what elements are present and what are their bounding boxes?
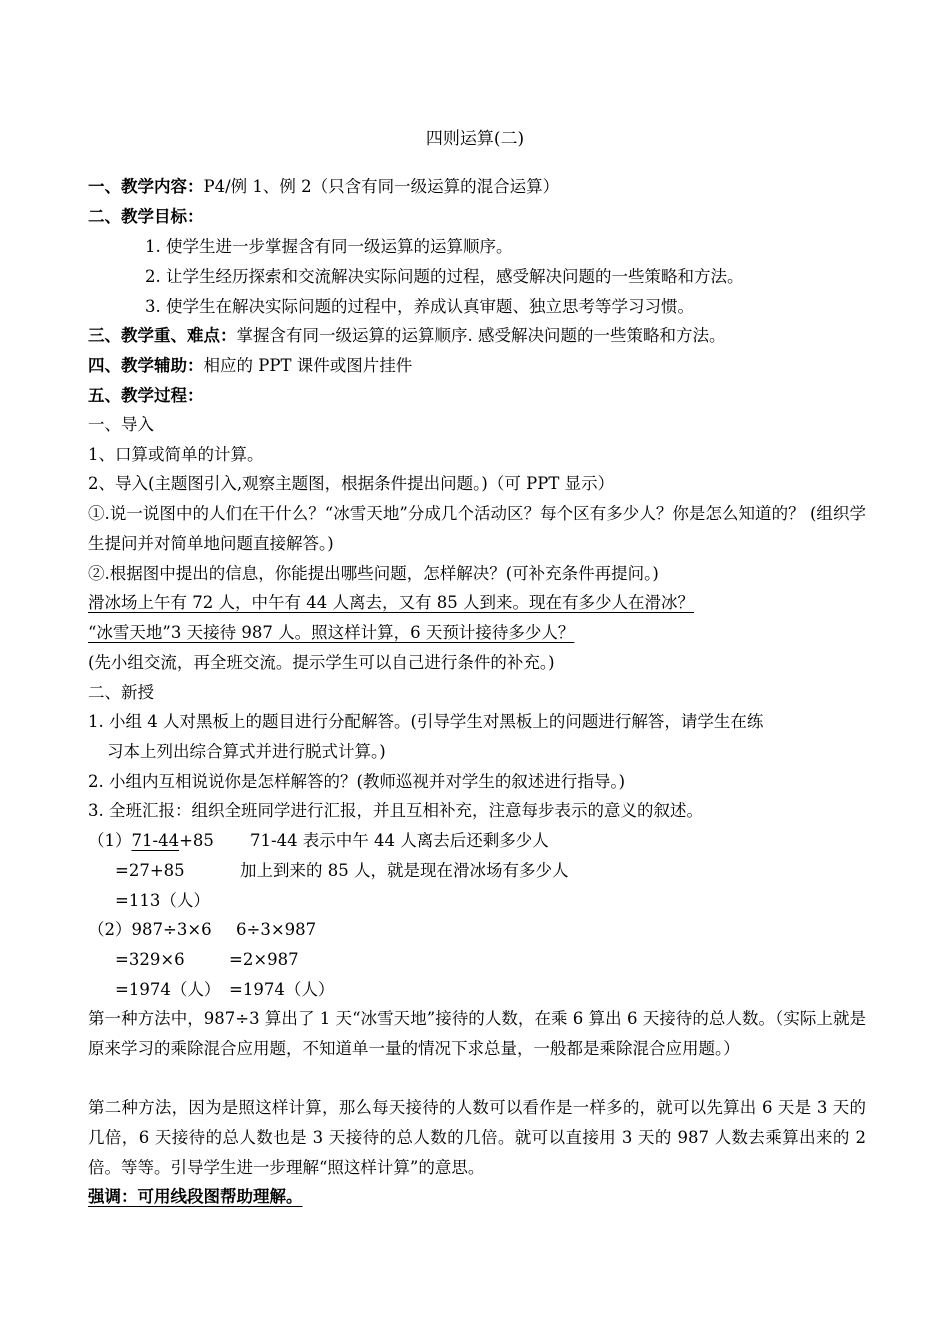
step-1-cont: 习本上列出综合算式并进行脱式计算。): [107, 742, 386, 761]
page-title: 四则运算(二): [425, 129, 525, 149]
step-1: 1. 小组 4 人对黑板上的题目进行分配解答。(引导学生对黑板上的问题进行解答，请学生在练: [88, 712, 764, 731]
calc-1-note-1: 71-44 表示中午 44 人离去后还剩多少人: [250, 831, 549, 850]
paragraph: ①.说一说图中的人们在干什么？“冰雪天地”分成几个活动区？每个区有多少人？你是怎么知道的？ (组织学生提问并对简单地问题直接解答。): [88, 504, 866, 553]
calc-2a-line-1: （2）987÷3×6: [88, 920, 212, 939]
subheading-new: 二、新授: [88, 683, 154, 702]
problem-1: 滑冰场上午有 72 人，中午有 44 人离去，又有 85 人到来。现在有多少人在滑冰？: [88, 593, 694, 612]
goal-item: 1. 使学生进一步掌握含有同一级运算的运算顺序。: [145, 237, 513, 256]
goal-item: 2. 让学生经历探索和交流解决实际问题的过程，感受解决问题的一些策略和方法。: [145, 267, 744, 286]
calc-1-note-2: 加上到来的 85 人，就是现在滑冰场有多少人: [240, 861, 569, 880]
subheading-intro: 一、导入: [88, 415, 154, 434]
section-aids: 四、教学辅助：相应的 PPT 课件或图片挂件: [88, 356, 413, 375]
calc-2b-line-2: =2×987: [229, 950, 299, 969]
section-process-heading: 五、教学过程：: [88, 386, 204, 405]
step-2: 2. 小组内互相说说你是怎样解答的？(教师巡视并对学生的叙述进行指导。): [88, 772, 626, 791]
paragraph: ②.根据图中提出的信息，你能提出哪些问题，怎样解决？(可补充条件再提问。): [88, 564, 659, 583]
section-goals-heading: 二、教学目标：: [88, 207, 204, 226]
calc-2a-line-2: =329×6: [115, 950, 185, 969]
calc-2a-line-3: =1974（人）: [115, 980, 221, 999]
section-content: 一、教学内容：P4/例 1、例 2（只含有同一级运算的混合运算）: [88, 177, 560, 196]
calc-1-line-2: =27+85: [115, 861, 185, 880]
paragraph: (先小组交流，再全班交流。提示学生可以自己进行条件的补充。): [88, 653, 555, 672]
paragraph: 1、口算或简单的计算。: [88, 445, 264, 464]
emphasis-note: 强调：可用线段图帮助理解。: [88, 1187, 303, 1206]
calc-2b-line-1: 6÷3×987: [236, 920, 317, 939]
method-2-explanation: 第二种方法，因为是照这样计算，那么每天接待的人数可以看作是一样多的，就可以先算出 6 天是 3 天的几倍，6 天接待的总人数也是 3 天接待的总人数的几倍。就可以直接用 3 天的 987 人数去乘算出来的 2 倍。等等。引导学生进一步理解“照这样计算”的意思。: [88, 1098, 866, 1177]
step-3: 3. 全班汇报：组织全班同学进行汇报，并且互相补充，注意每步表示的意义的叙述。: [88, 801, 703, 820]
method-1-explanation: 第一种方法中，987÷3 算出了 1 天“冰雪天地”接待的人数，在乘 6 算出 6 天接待的总人数。（实际上就是原来学习的乘除混合应用题，不知道单一量的情况下求总量，一般都是乘除混合应用题。）: [88, 1009, 866, 1058]
problem-2: “冰雪天地”3 天接待 987 人。照这样计算，6 天预计接待多少人？: [88, 623, 575, 642]
calc-1-line-3: =113（人）: [115, 891, 210, 910]
paragraph: 2、导入(主题图引入,观察主题图，根据条件提出问题。)（可 PPT 显示）: [88, 474, 615, 493]
section-key-points: 三、教学重、难点：掌握含有同一级运算的运算顺序. 感受解决问题的一些策略和方法。: [88, 326, 726, 345]
calc-2b-line-3: =1974（人）: [229, 980, 335, 999]
calc-1-line-1: （1）71-44+85: [88, 831, 214, 850]
goal-item: 3. 使学生在解决实际问题的过程中，养成认真审题、独立思考等学习习惯。: [145, 297, 694, 316]
